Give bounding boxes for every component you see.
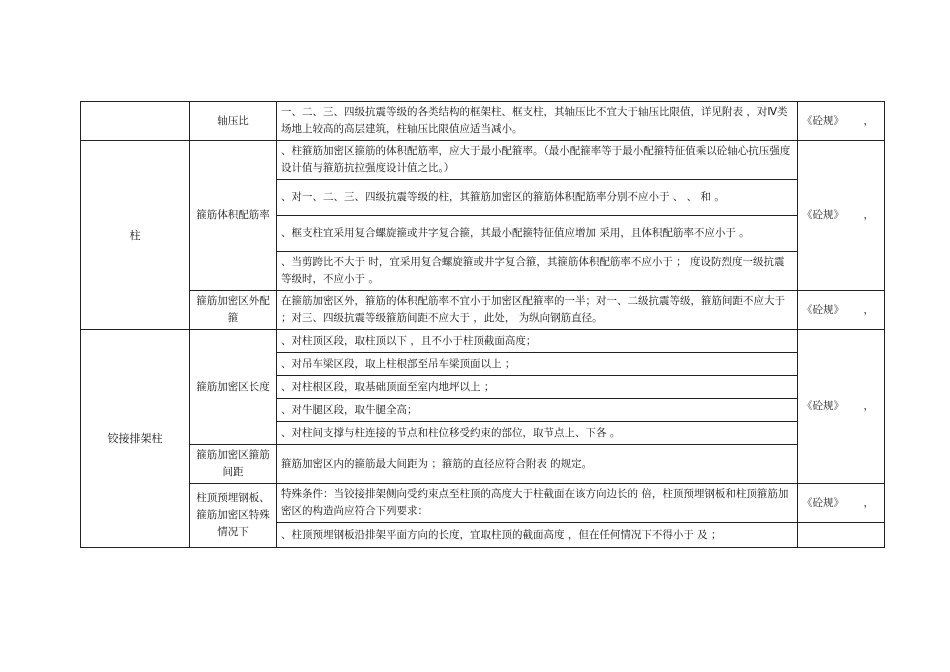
subcategory-axial-ratio: 轴压比 xyxy=(190,102,277,141)
table-row xyxy=(81,445,885,484)
code-reference-comma: ， xyxy=(863,114,874,127)
table-row xyxy=(81,102,885,141)
special-condition-item-1: 特殊条件：当铰接排架侧向受约束点至柱顶的高度大于柱截面在该方向边长的 倍，柱顶预埋钢板和柱顶箍筋加密区的构造尚应符合下列要求： xyxy=(277,484,798,523)
code-reference xyxy=(798,330,885,484)
table-row xyxy=(81,484,885,523)
stirrup-volume-item-4: 、当剪跨比不大于 时，宜采用复合螺旋箍或井字复合箍，其箍筋体积配筋率不应小于 ； 度设防烈度一级抗震等级时，不应小于 。 xyxy=(277,252,798,291)
special-condition-item-2: 、柱顶预埋钢板沿排架平面方向的长度，宜取柱顶的截面高度 ，但在任何情况下不得小于 及 ； xyxy=(277,523,798,548)
outside-dense-zone-text: 在箍筋加密区外，箍筋的体积配筋率不宜小于加密区配箍率的一半；对一、二级抗震等级，箍筋间距不应大于 ；对三、四级抗震等级箍筋间距不应大于 ，此处， 为纵向钢筋直径。 xyxy=(277,291,798,330)
code-reference-label: 《砼规》 xyxy=(802,303,844,316)
stirrup-volume-item-1: 、柱箍筋加密区箍筋的体积配筋率，应大于最小配箍率。（最小配箍率等于最小配箍特征值乘以砼轴心抗压强度设计值与箍筋抗拉强度设计值之比。） xyxy=(277,141,798,180)
table-row xyxy=(81,291,885,330)
code-reference xyxy=(798,484,885,523)
dense-zone-spacing-text: 箍筋加密区内的箍筋最大间距为 ；箍筋的直径应符合附表 的规定。 xyxy=(277,445,798,484)
dense-zone-length-item-3: 、对柱根区段，取基础顶面至室内地坪以上 ； xyxy=(277,376,798,399)
code-reference-label: 《砼规》 xyxy=(802,114,844,127)
subcategory-dense-zone-length: 箍筋加密区长度 xyxy=(190,330,277,445)
stirrup-volume-item-3: 、框支柱宜采用复合螺旋箍或井字复合箍，其最小配箍特征值应增加 采用，且体积配筋率不应小于 。 xyxy=(277,216,798,252)
code-reference-label: 《砼规》 xyxy=(802,209,844,221)
category-hinged-bent-column: 铰接排架柱 xyxy=(81,330,190,548)
code-reference-label: 《砼规》 xyxy=(802,400,844,412)
category-column: 柱 xyxy=(81,141,190,330)
code-reference xyxy=(798,102,885,141)
subcategory-outside-dense-zone: 箍筋加密区外配箍 xyxy=(190,291,277,330)
table-row xyxy=(81,141,885,180)
code-reference xyxy=(798,291,885,330)
dense-zone-length-item-5: 、对柱间支撑与柱连接的节点和柱位移受约束的部位，取节点上、下各 。 xyxy=(277,422,798,445)
axial-ratio-text: 一、二、三、四级抗震等级的各类结构的框架柱、框支柱，其轴压比不宜大于轴压比限值，详见附表 ，对Ⅳ类场地上较高的高层建筑，柱轴压比限值应适当减小。 xyxy=(277,102,798,141)
subcategory-stirrup-volume-ratio: 箍筋体积配筋率 xyxy=(190,141,277,291)
seismic-spec-table xyxy=(80,101,885,548)
dense-zone-length-item-1: 、对柱顶区段，取柱顶以下 ，且不小于柱顶截面高度； xyxy=(277,330,798,353)
code-reference-label: 《砼规》 xyxy=(802,496,844,509)
dense-zone-length-item-2: 、对吊车梁区段，取上柱根部至吊车梁顶面以上 ； xyxy=(277,353,798,376)
code-reference-comma: ， xyxy=(863,209,874,221)
code-reference-comma: ， xyxy=(863,496,874,509)
category-cell-empty xyxy=(81,102,190,141)
subcategory-dense-zone-spacing: 箍筋加密区箍筋间距 xyxy=(190,445,277,484)
code-reference xyxy=(798,141,885,291)
stirrup-volume-item-2: 、对一、二、三、四级抗震等级的柱，其箍筋加密区的箍筋体积配筋率分别不应小于 、 、 和 。 xyxy=(277,180,798,216)
code-reference-comma: ， xyxy=(863,303,874,316)
dense-zone-length-item-4: 、对牛腿区段，取牛腿全高； xyxy=(277,399,798,422)
code-reference-comma: ， xyxy=(863,400,874,412)
code-reference-empty xyxy=(798,523,885,548)
subcategory-special-conditions: 柱顶预埋钢板、箍筋加密区特殊情况下 xyxy=(190,484,277,548)
table-row xyxy=(81,330,885,353)
